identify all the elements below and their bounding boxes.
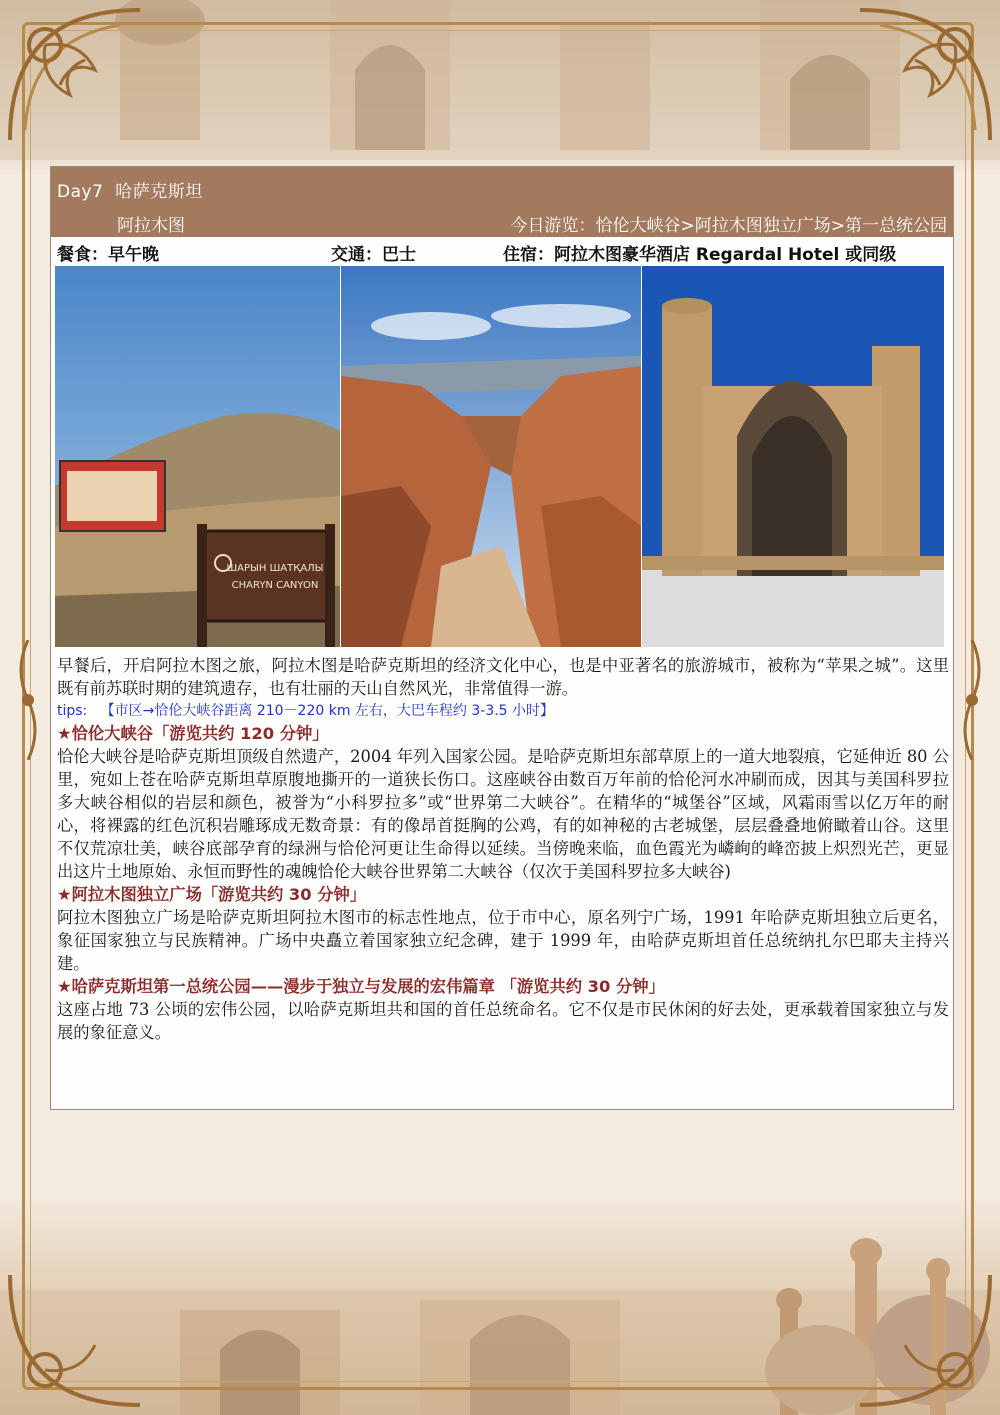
- day-country: 哈萨克斯坦: [115, 182, 203, 202]
- photo-mausoleum: [642, 266, 944, 647]
- sign-text-kazakh: ШАРЫН ШАТҚАЛЫ: [226, 563, 324, 574]
- corner-ornament-icon: [850, 1265, 1000, 1415]
- meal-info: 餐食：早午晚: [57, 245, 159, 265]
- tips-text: 【市区→恰伦大峡谷距离 210－220 km 左右，大巴车程约 3-3.5 小时】: [100, 703, 555, 719]
- transport-info: 交通：巴士: [331, 245, 416, 265]
- day-description: [57, 654, 949, 1044]
- itinerary-day-panel: [50, 166, 954, 1110]
- day-title: [57, 177, 203, 202]
- day-header-bar: [51, 167, 953, 237]
- tips-line: [57, 700, 949, 722]
- intro-paragraph: 早餐后，开启阿拉木图之旅，阿拉木图是哈萨克斯坦的经济文化中心，也是中亚著名的旅游城市，被称为“苹果之城”。这里既有前苏联时期的建筑遗存，也有壮丽的天山自然风光，非常值得一游。: [57, 656, 949, 698]
- section-title-president-park: ★哈萨克斯坦第一总统公园——漫步于独立与发展的宏伟篇章 「游览共约 30 分钟」: [57, 977, 665, 996]
- side-ornament-icon: [958, 640, 986, 760]
- section-title-charyn: ★恰伦大峡谷「游览共约 120 分钟」: [57, 724, 329, 743]
- day-info-row: [57, 240, 947, 264]
- side-ornament-icon: [14, 640, 42, 760]
- photo-strip: [55, 266, 944, 647]
- section-text-independence-square: 阿拉木图独立广场是哈萨克斯坦阿拉木图市的标志性地点，位于市中心，原名列宁广场，1991 年哈萨克斯坦独立后更名，象征国家独立与民族精神。广场中央矗立着国家独立纪念碑，建于 1999 年，由哈萨克斯坦首任总统纳扎尔巴耶夫主持兴建。: [57, 908, 949, 973]
- section-title-independence-square: ★阿拉木图独立广场「游览共约 30 分钟」: [57, 885, 367, 904]
- sign-text-english: CHARYN CANYON: [231, 580, 319, 591]
- day-route: 今日游览：恰伦大峡谷>阿拉木图独立广场>第一总统公园: [510, 216, 947, 236]
- corner-ornament-icon: [0, 0, 150, 150]
- corner-ornament-icon: [850, 0, 1000, 150]
- day-city: 阿拉木图: [117, 216, 185, 236]
- photo-charyn-canyon: [341, 266, 641, 647]
- photo-charyn-sign: [55, 266, 340, 647]
- hotel-info: 住宿：阿拉木图豪华酒店 Regardal Hotel 或同级: [503, 245, 897, 265]
- tips-label: tips:: [57, 703, 88, 719]
- day-number: Day7: [57, 182, 104, 202]
- section-text-president-park: 这座占地 73 公顷的宏伟公园，以哈萨克斯坦共和国的首任总统命名。它不仅是市民休闲的好去处，更承载着国家独立与发展的象征意义。: [57, 1000, 949, 1042]
- section-text-charyn: 恰伦大峡谷是哈萨克斯坦顶级自然遗产，2004 年列入国家公园。是哈萨克斯坦东部草原上的一道大地裂痕，它延伸近 80 公里，宛如上苍在哈萨克斯坦草原腹地撕开的一道狭长伤口。这座峡谷由数百万年前的恰伦河水冲刷而成，因其与美国科罗拉多大峡谷相似的岩层和颜色，被誉为“小科罗拉多”或“世界第二大峡谷”。在精华的“城堡谷”区域，风霜雨雪以亿万年的耐心，将裸露的红色沉积岩雕琢成无数奇景：有的像昂首挺胸的公鸡，有的如神秘的古老城堡，层层叠叠地俯瞰着山谷。这里不仅荒凉壮美，峡谷底部孕育的绿洲与恰伦河更让生命得以延续。当傍晚来临，血色霞光为嶙峋的峰峦披上炽烈光芒，更显出这片土地原始、永恒而野性的魂魄恰伦大峡谷世界第二大峡谷（仅次于美国科罗拉多大峡谷): [57, 747, 949, 881]
- corner-ornament-icon: [0, 1265, 150, 1415]
